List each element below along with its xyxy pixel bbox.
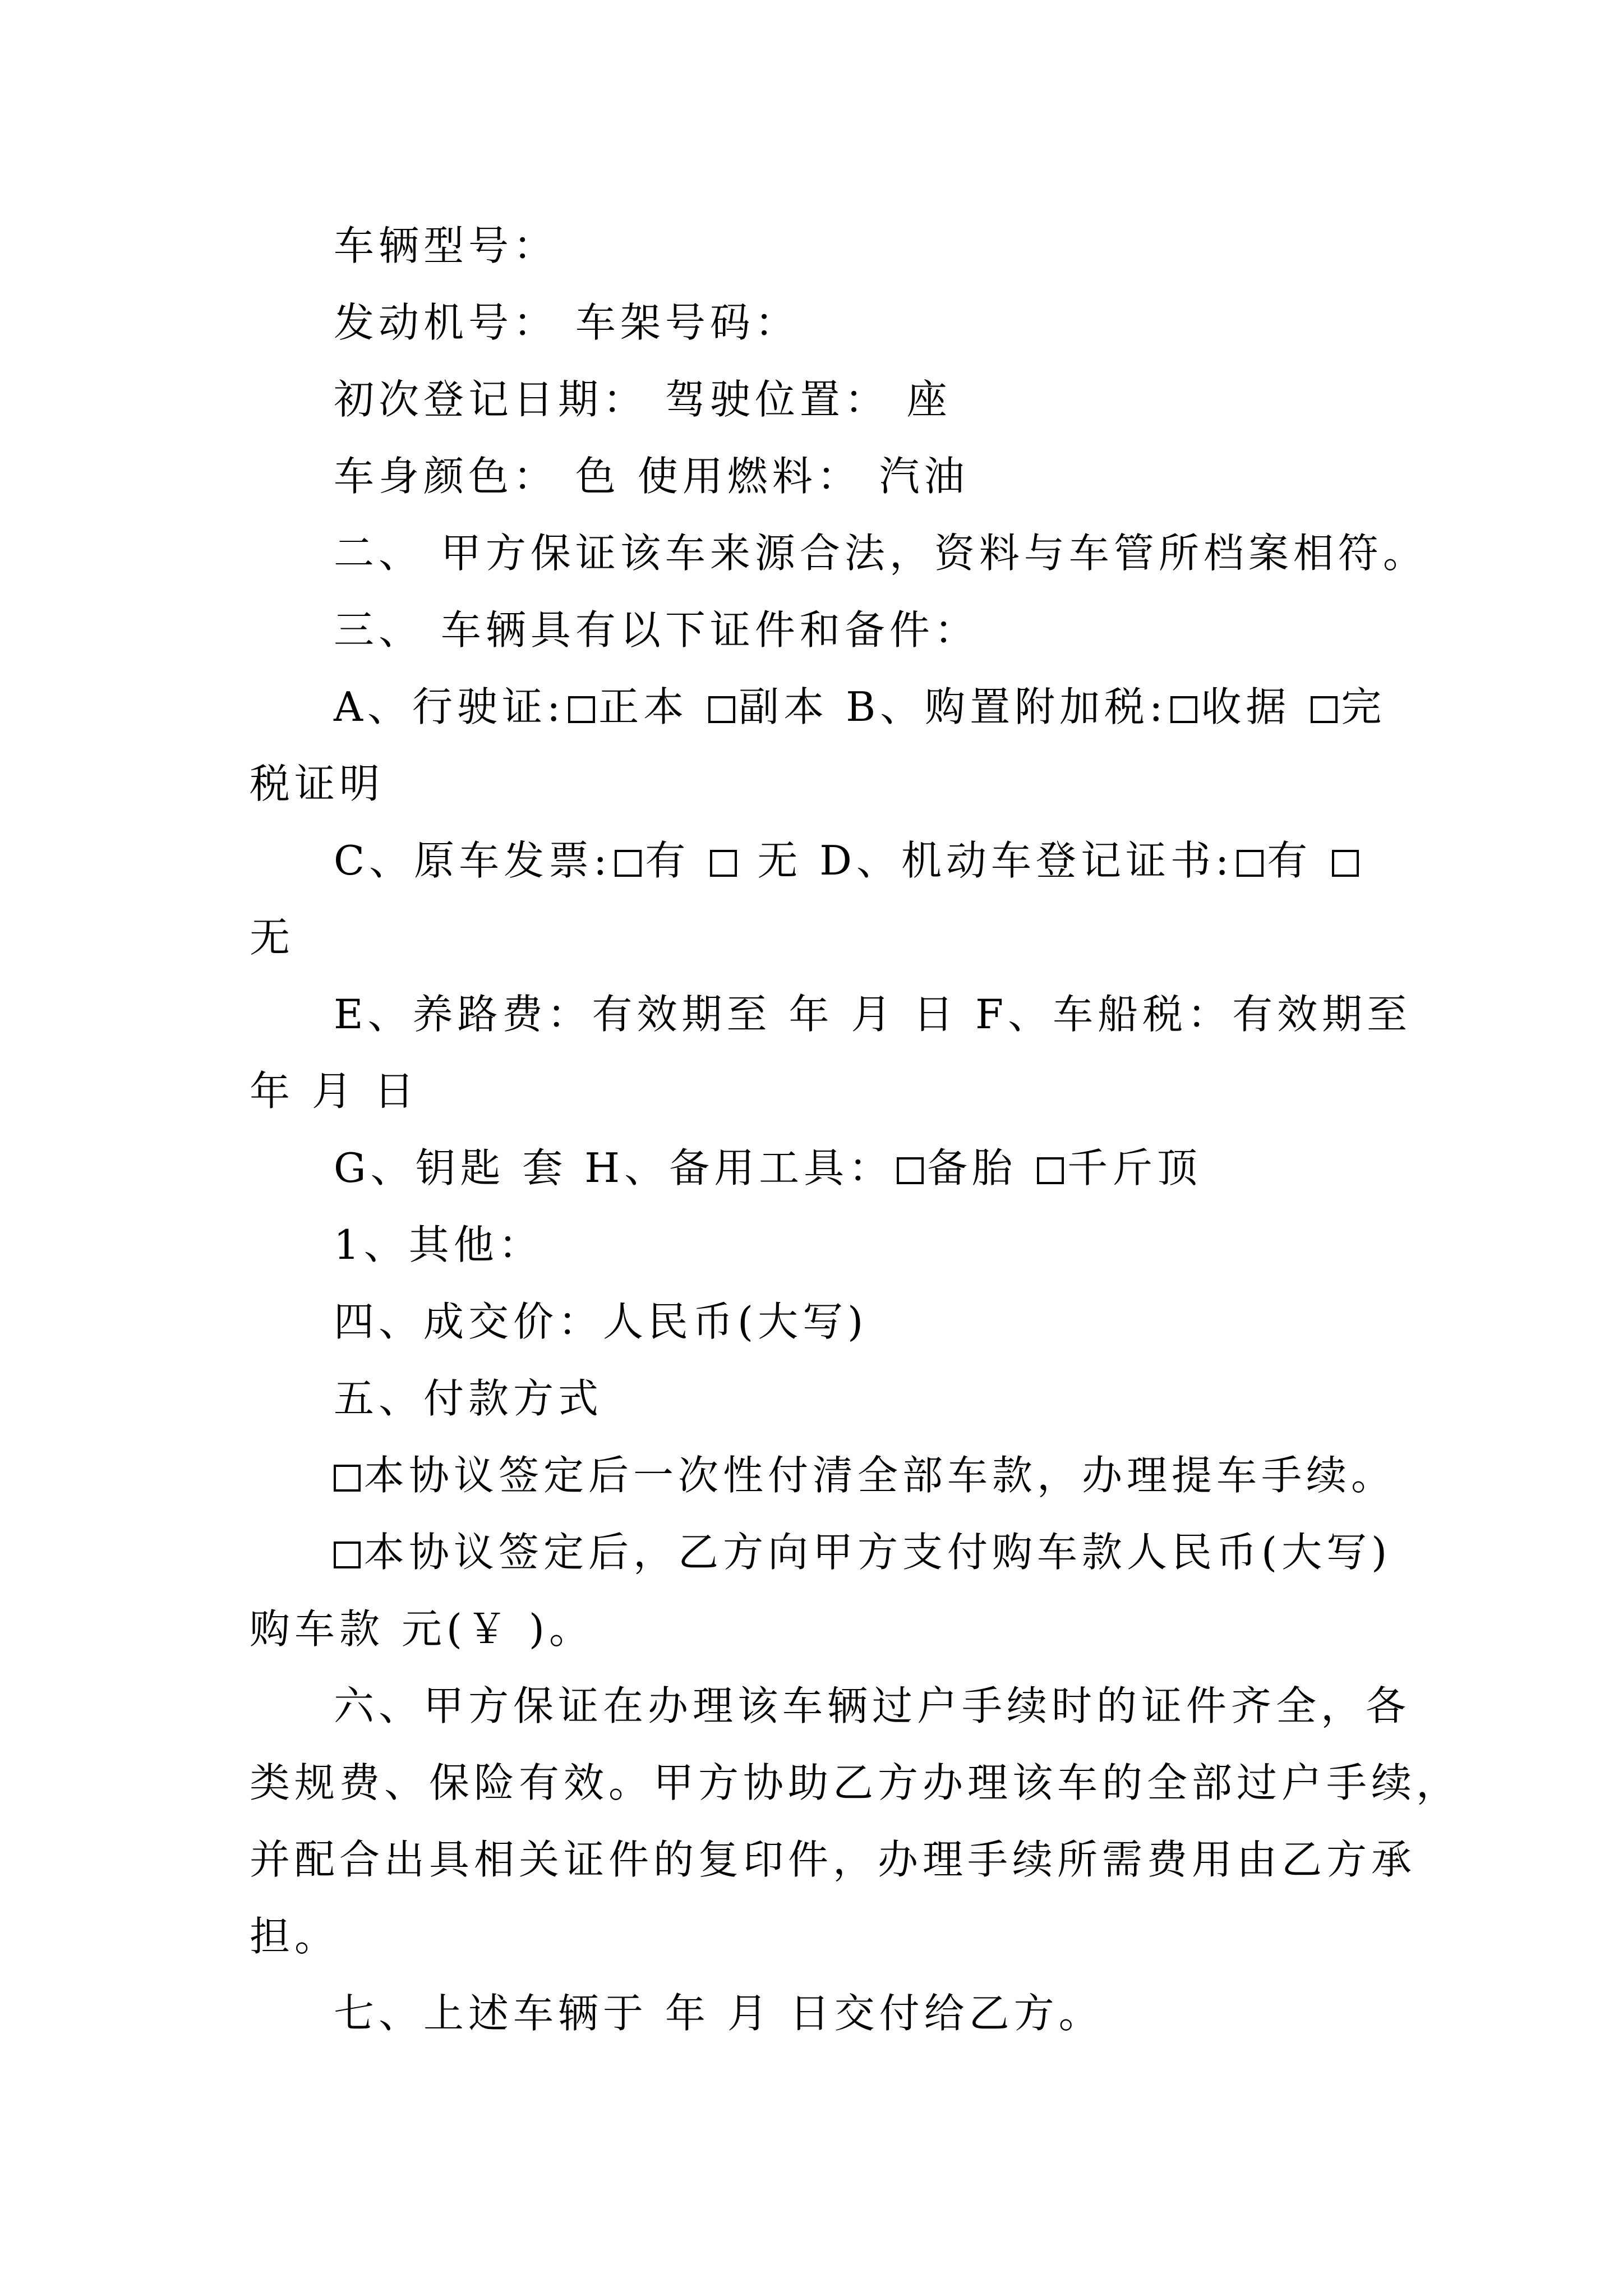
clause-6-line-4 xyxy=(250,1898,1388,1975)
clause-6-line-1 xyxy=(250,1668,1411,1745)
clause-3-title xyxy=(250,592,1388,669)
color-fuel-line xyxy=(250,438,1388,515)
item-c-label: C、原车发票: xyxy=(334,837,612,884)
checkbox-registration-cert-yes[interactable] xyxy=(1237,850,1264,877)
clause-7-text: 七、上述车辆于 年 月 日交付给乙方。 xyxy=(334,1990,1104,2037)
item-c-opt2-label: 无 xyxy=(757,837,803,884)
item-h-opt1-label: 备胎 xyxy=(927,1144,1017,1191)
payment-option-2-continuation xyxy=(250,1591,1388,1668)
clause-6-text-1: 六、甲方保证在办理该车辆过户手续时的证件齐全，各 xyxy=(334,1682,1411,1729)
item-other-text: 1、其他： xyxy=(334,1221,543,1268)
checkbox-purchase-tax-certificate[interactable] xyxy=(1311,696,1338,723)
checkbox-invoice-no[interactable] xyxy=(710,850,737,877)
item-c-d-line xyxy=(250,822,1388,899)
clause-2-text: 二、 甲方保证该车来源合法，资料与车管所档案相符。 xyxy=(334,530,1428,577)
payment-option-1-text: 本协议签定后一次性付清全部车款，办理提车手续。 xyxy=(364,1452,1396,1499)
registration-text: 初次登记日期： 驾驶位置： 座 xyxy=(334,376,952,423)
item-b-opt1-label: 收据 xyxy=(1201,683,1291,730)
checkbox-registration-cert-no[interactable] xyxy=(1332,850,1359,877)
item-e-f-line xyxy=(250,976,1412,1053)
checkbox-jack[interactable] xyxy=(1037,1157,1064,1184)
item-a-opt1-label: 正本 xyxy=(598,683,689,730)
payment-option-1 xyxy=(250,1437,1396,1514)
item-c-opt1-label: 有 xyxy=(645,837,690,884)
checkbox-invoice-yes[interactable] xyxy=(615,850,642,877)
clause-6-text-3: 并配合出具相关证件的复印件，办理手续所需费用由乙方承 xyxy=(250,1836,1417,1883)
clause-6-line-3 xyxy=(250,1821,1417,1898)
clause-4 xyxy=(250,1283,1388,1360)
item-a-b-line xyxy=(250,669,1388,746)
clause-7 xyxy=(250,1975,1388,2052)
item-a-opt2-label: 副本 xyxy=(739,683,829,730)
clause-6-line-2 xyxy=(250,1745,1461,1821)
vehicle-model-text: 车辆型号： xyxy=(334,222,559,269)
clause-6-text-2: 类规费、保险有效。甲方协助乙方办理该车的全部过户手续， xyxy=(250,1759,1461,1806)
item-e-f-continuation xyxy=(250,1053,1388,1130)
item-other-line xyxy=(250,1207,1388,1283)
clause-5-title-text: 五、付款方式 xyxy=(334,1375,603,1422)
item-b-label: B、购置附加税: xyxy=(846,683,1168,730)
checkbox-payment-full[interactable] xyxy=(334,1465,361,1492)
item-e-f-text: E、养路费：有效期至 年 月 日 F、车船税：有效期至 xyxy=(334,991,1412,1038)
item-b-continuation xyxy=(250,746,1388,822)
clause-6-text-4: 担。 xyxy=(250,1913,340,1960)
item-d-continuation xyxy=(250,899,1388,976)
contract-body xyxy=(250,208,1461,2052)
checkbox-spare-tire[interactable] xyxy=(897,1157,924,1184)
payment-option-2 xyxy=(250,1514,1392,1591)
checkbox-purchase-tax-receipt[interactable] xyxy=(1170,696,1197,723)
clause-2 xyxy=(250,515,1428,592)
checkbox-driving-license-original[interactable] xyxy=(568,696,595,723)
clause-5-title xyxy=(250,1360,1388,1437)
clause-4-text: 四、成交价：人民币(大写) xyxy=(334,1298,868,1345)
checkbox-payment-installment[interactable] xyxy=(334,1542,361,1568)
registration-line xyxy=(250,361,1388,438)
engine-frame-text: 发动机号： 车架号码： xyxy=(334,299,800,346)
item-d-opt1-label: 有 xyxy=(1267,837,1312,884)
item-e-f-text-cont: 年 月 日 xyxy=(250,1068,419,1115)
color-fuel-text: 车身颜色： 色 使用燃料： 汽油 xyxy=(334,453,969,500)
item-d-opt2-label: 无 xyxy=(250,914,295,961)
checkbox-driving-license-copy[interactable] xyxy=(708,696,735,723)
item-b-opt2-label-part2: 税证明 xyxy=(250,760,385,807)
item-g-h-line xyxy=(250,1130,1388,1207)
engine-frame-line xyxy=(250,284,1388,361)
item-d-label: D、机动车登记证书: xyxy=(819,837,1234,884)
payment-option-2-text-cont: 购车款 元(￥ )。 xyxy=(250,1605,594,1653)
payment-option-2-text: 本协议签定后，乙方向甲方支付购车款人民币(大写) xyxy=(364,1529,1392,1576)
item-a-label: A、行驶证: xyxy=(334,683,565,730)
clause-3-title-text: 三、 车辆具有以下证件和备件： xyxy=(334,606,979,654)
item-h-opt2-label: 千斤顶 xyxy=(1067,1144,1202,1191)
item-g-h-label: G、钥匙 套 H、备用工具： xyxy=(334,1144,894,1191)
vehicle-model-line xyxy=(250,208,1388,284)
item-b-opt2-label-part1: 完 xyxy=(1341,683,1386,730)
